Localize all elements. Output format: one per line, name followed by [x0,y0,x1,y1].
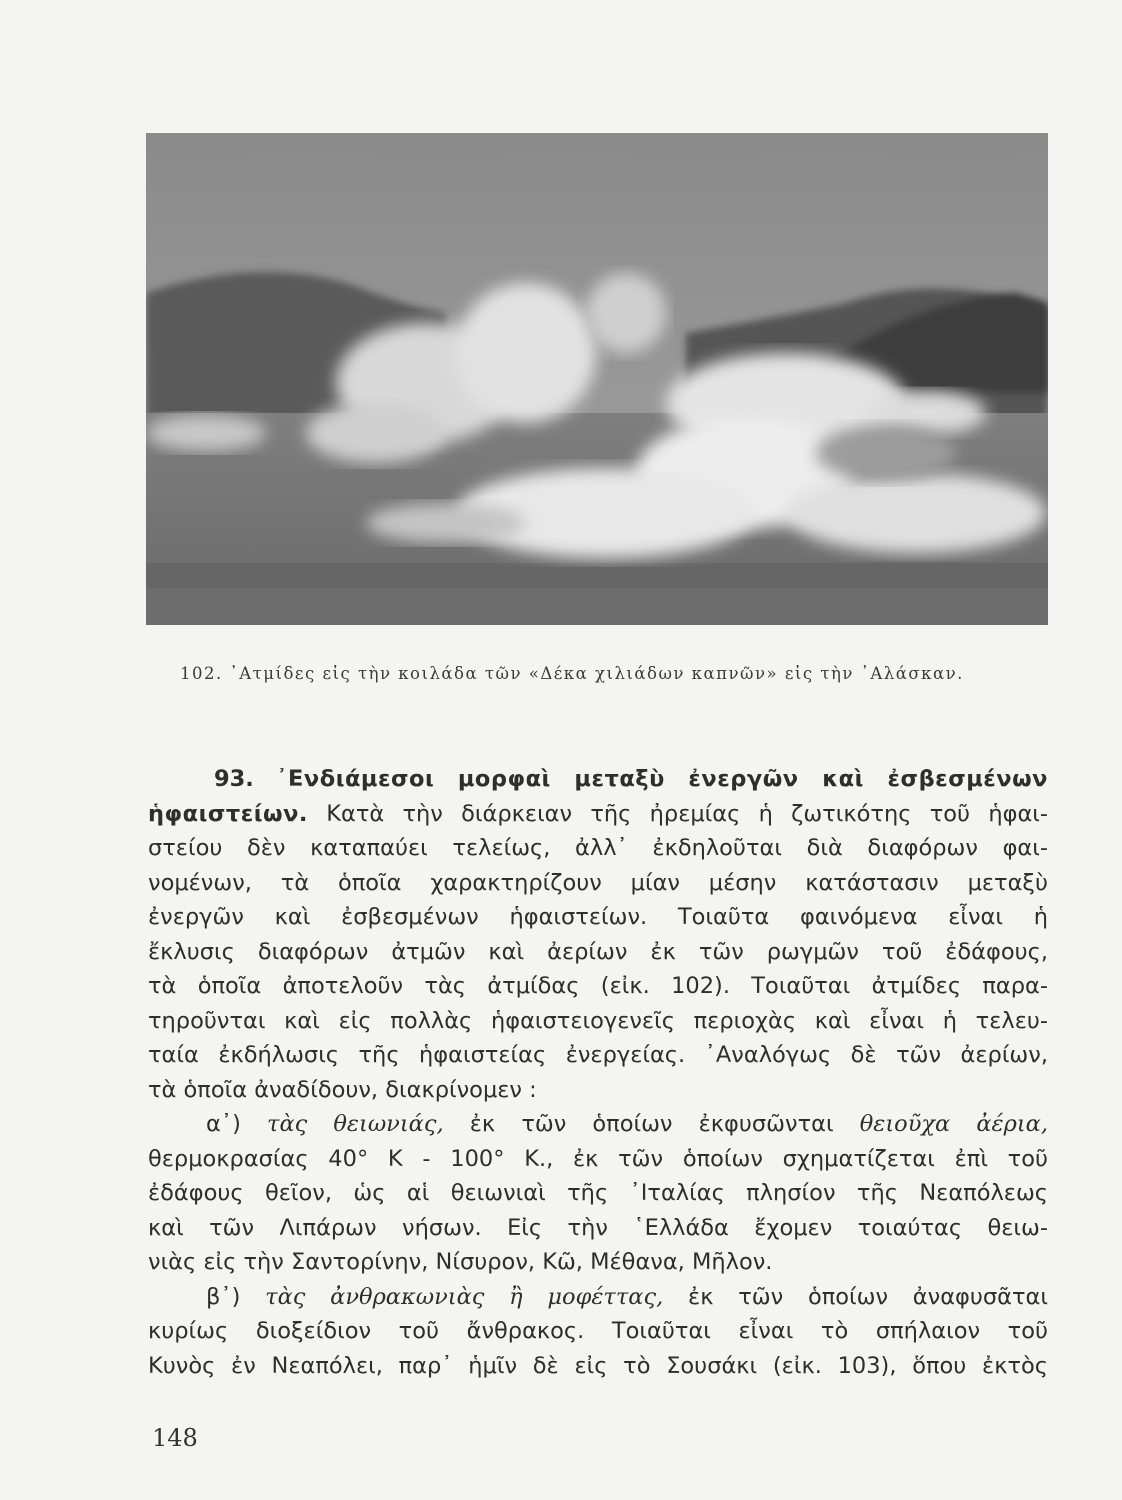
section-line-2: στείου δὲν καταπαύει τελείως, ἀλλ᾿ ἐκδηλοῦται διὰ διαφόρων φαι- [148,835,1048,861]
section-line-8: ταία ἐκδήλωσις τῆς ἡφαιστείας ἐνεργείας. ᾿Αναλόγως δὲ τῶν ἀερίων, [148,1042,1048,1068]
item-a-term: τὰς θειωνιάς, [267,1111,444,1137]
section-line-7: τηροῦνται καὶ εἰς πολλὰς ἡφαιστειογενεῖς περιοχὰς καὶ εἶναι ἡ τελευ- [148,1007,1048,1034]
item-b-term: τὰς ἀνθρακωνιὰς ἢ μοφέττας, [265,1283,664,1310]
section-line-5: ἔκλυσις διαφόρων ἀτμῶν καὶ ἀερίων ἐκ τῶν ρωγμῶν τοῦ ἐδάφους, [148,938,1048,965]
item-a-line: νιὰς εἰς τὴν Σαντορίνην, Νίσυρον, Κῶ, Μέθανα, Μῆλον. [148,1249,773,1275]
item-a-line: καὶ τῶν Λιπάρων νήσων. Εἰς τὴν ῾Ελλάδα ἔχομεν τοιαύτας θειω- [148,1214,1048,1241]
section-line-4: ἐνεργῶν καὶ ἐσβεσμένων ἡφαιστείων. Τοιαῦτα φαινόμενα εἶναι ἡ [148,904,1048,930]
section-title: ᾿Ενδιάμεσοι μορφαὶ μεταξὺ ἐνεργῶν καὶ ἐσβεσμένων [276,766,1049,792]
section-line-9: τὰ ὁποῖα ἀναδίδουν, διακρίνομεν : [148,1076,537,1103]
section-line-3: νομένων, τὰ ὁποῖα χαρακτηρίζουν μίαν μέσην κατάστασιν μεταξὺ [148,869,1048,896]
item-a-line: ἐδάφους θεῖον, ὡς αἱ θειωνιαὶ τῆς ᾿Ιταλίας πλησίον τῆς Νεαπόλεως [148,1180,1048,1206]
section-line-1: ἡφαιστείων. Κατὰ τὴν διάρκειαν τῆς ἠρεμίας ἡ ζωτικότης τοῦ ἡφαι- [148,800,1049,827]
page-number: 148 [152,1424,198,1452]
fumaroles-photo [146,133,1048,625]
item-b-line: κυρίως διοξείδιον τοῦ ἄνθρακος. Τοιαῦται εἶναι τὸ σπήλαιον τοῦ [148,1318,1048,1344]
section-title-end: ἡφαιστείων. [148,800,308,827]
section-body [148,762,1048,1383]
item-b-first-line: β᾿) τὰς ἀνθρακωνιὰς ἢ μοφέττας, ἐκ τῶν ὁποίων ἀναφυσᾶται [206,1283,1048,1310]
item-b-line: Κυνὸς ἐν Νεαπόλει, παρ᾿ ἡμῖν δὲ εἰς τὸ Σουσάκι (εἰκ. 103), ὅπου ἐκτὸς [148,1352,1048,1379]
section-number: 93. [214,766,254,792]
item-a-term2: θειοῦχα ἀέρια, [859,1111,1049,1137]
figure-caption: 102. ᾿Ατμίδες εἰς τὴν κοιλάδα τῶν «Δέκα χιλιάδων καπνῶν» εἰς τὴν ᾿Αλάσκαν. [180,664,964,683]
item-a-marker: α᾿) [206,1111,241,1137]
item-a-first-line: α᾿) τὰς θειωνιάς, ἐκ τῶν ὁποίων ἐκφυσῶνται θειοῦχα ἀέρια, [206,1111,1049,1137]
item-a-line: θερμοκρασίας 40° Κ - 100° Κ., ἐκ τῶν ὁποίων σχηματίζεται ἐπὶ τοῦ [148,1145,1048,1172]
section-line-6: τὰ ὁποῖα ἀποτελοῦν τὰς ἀτμίδας (εἰκ. 102). Τοιαῦται ἀτμίδες παρα- [148,973,1048,999]
item-b-marker: β᾿) [206,1283,241,1310]
section-heading [148,762,1048,797]
